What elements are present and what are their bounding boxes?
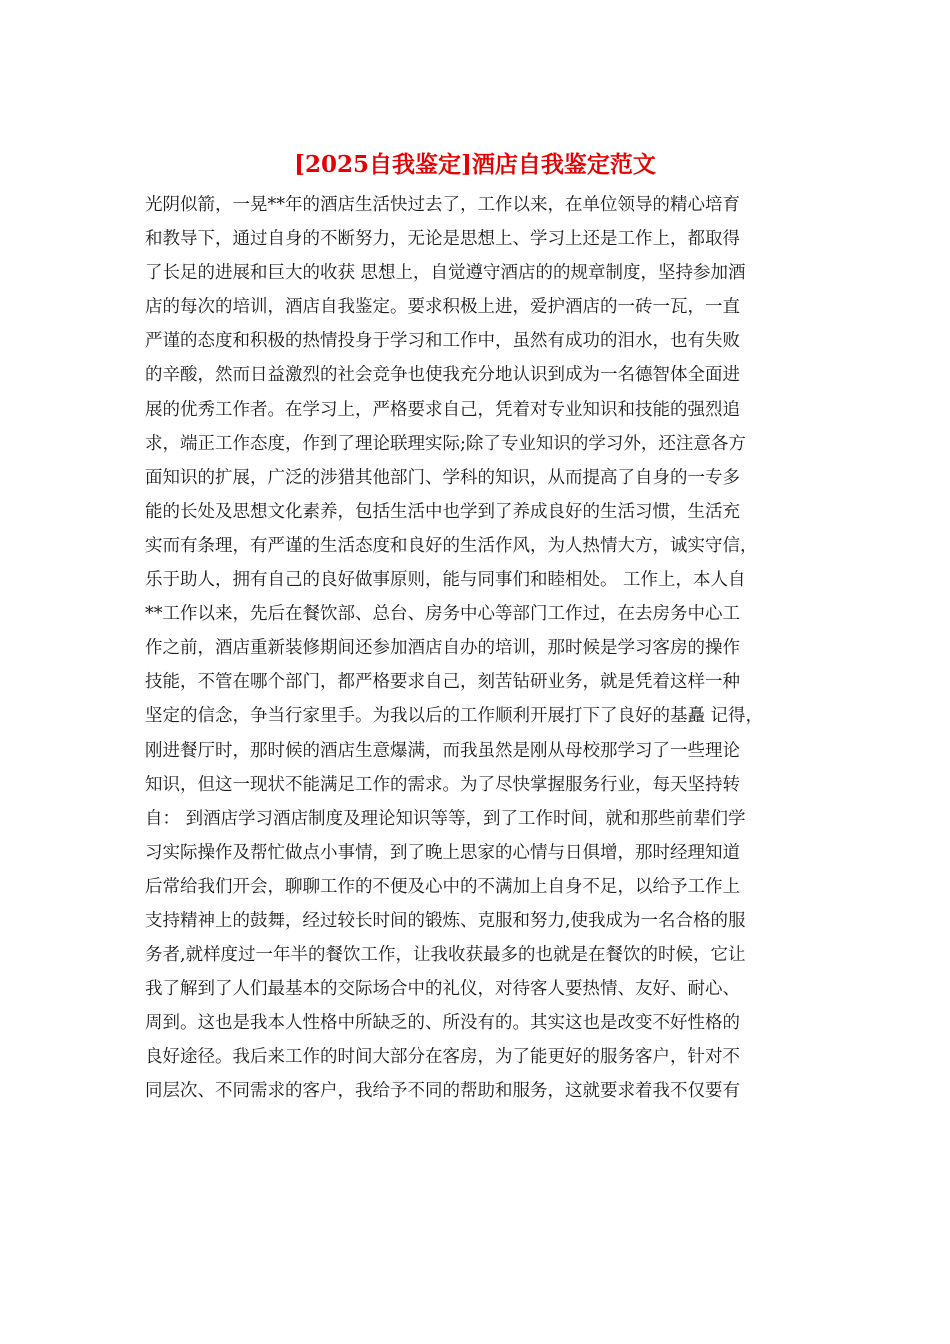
body-line: 周到。这也是我本人性格中所缺乏的、所没有的。其实这也是改变不好性格的: [145, 1013, 740, 1034]
body-line: 良好途径。我后来工作的时间大部分在客房，为了能更好的服务客户，针对不: [145, 1047, 740, 1068]
body-line: 务者,就样度过一年半的餐饮工作，让我收获最多的也就是在餐饮的时候，它让: [145, 945, 746, 966]
body-line: 了长足的进展和巨大的收获 思想上，自觉遵守酒店的的规章制度，坚持参加酒: [145, 263, 746, 284]
body-line: 展的优秀工作者。在学习上，严格要求自己，凭着对专业知识和技能的强烈追: [145, 399, 740, 420]
body-line: 我了解到了人们最基本的交际场合中的礼仪，对待客人要热情、友好、耐心、: [145, 979, 740, 1000]
body-line: 作之前，酒店重新装修期间还参加酒店自办的培训，那时候是学习客房的操作: [145, 638, 740, 659]
body-line: 知识，但这一现状不能满足工作的需求。为了尽快掌握服务行业，每天坚持转: [145, 774, 740, 795]
body-line: 支持精神上的鼓舞，经过较长时间的锻炼、克服和努力,使我成为一名合格的服: [145, 910, 746, 931]
body-line: 面知识的扩展，广泛的涉猎其他部门、学科的知识，从而提高了自身的一专多: [145, 467, 740, 488]
body-line: **工作以来，先后在餐饮部、总台、房务中心等部门工作过，在去房务中心工: [145, 604, 740, 625]
document-body: [145, 188, 825, 1109]
body-line: 坚定的信念，争当行家里手。为我以后的工作顺利开展打下了良好的基矗 记得，: [145, 706, 764, 727]
body-line: 乐于助人，拥有自己的良好做事原则，能与同事们和睦相处。 工作上，本人自: [145, 570, 746, 591]
body-line: 技能，不管在哪个部门，都严格要求自己，刻苦钻研业务，就是凭着这样一种: [145, 672, 740, 693]
body-line: 后常给我们开会，聊聊工作的不便及心中的不满加上自身不足，以给予工作上: [145, 876, 740, 897]
body-line: 习实际操作及帮忙做点小事情，到了晚上思家的心情与日俱增，那时经理知道: [145, 842, 740, 863]
body-line: 同层次、不同需求的客户，我给予不同的帮助和服务，这就要求着我不仅要有: [145, 1081, 740, 1102]
body-line: 能的长处及思想文化素养，包括生活中也学到了养成良好的生活习惯，生活充: [145, 501, 740, 522]
document-title: [2025自我鉴定]酒店自我鉴定范文: [294, 151, 656, 178]
body-line: 刚进餐厅时，那时候的酒店生意爆满，而我虽然是刚从母校那学习了一些理论: [145, 740, 740, 761]
body-line: 实而有条理，有严谨的生活态度和良好的生活作风，为人热情大方，诚实守信，: [145, 535, 758, 556]
body-line: 严谨的态度和积极的热情投身于学习和工作中，虽然有成功的泪水，也有失败: [145, 331, 740, 352]
body-line: 和教导下，通过自身的不断努力，无论是思想上、学习上还是工作上，都取得: [145, 229, 740, 250]
body-line: 光阴似箭，一晃**年的酒店生活快过去了，工作以来，在单位领导的精心培育: [145, 195, 740, 215]
body-line: 求，端正工作态度，作到了理论联理实际;除了专业知识的学习外，还注意各方: [145, 433, 746, 454]
body-line: 店的每次的培训，酒店自我鉴定。要求积极上进，爱护酒店的一砖一瓦，一直: [145, 297, 740, 318]
body-line: 的辛酸，然而日益激烈的社会竞争也使我充分地认识到成为一名德智体全面进: [145, 365, 740, 386]
body-line: 自： 到酒店学习酒店制度及理论知识等等，到了工作时间，就和那些前辈们学: [145, 808, 746, 829]
